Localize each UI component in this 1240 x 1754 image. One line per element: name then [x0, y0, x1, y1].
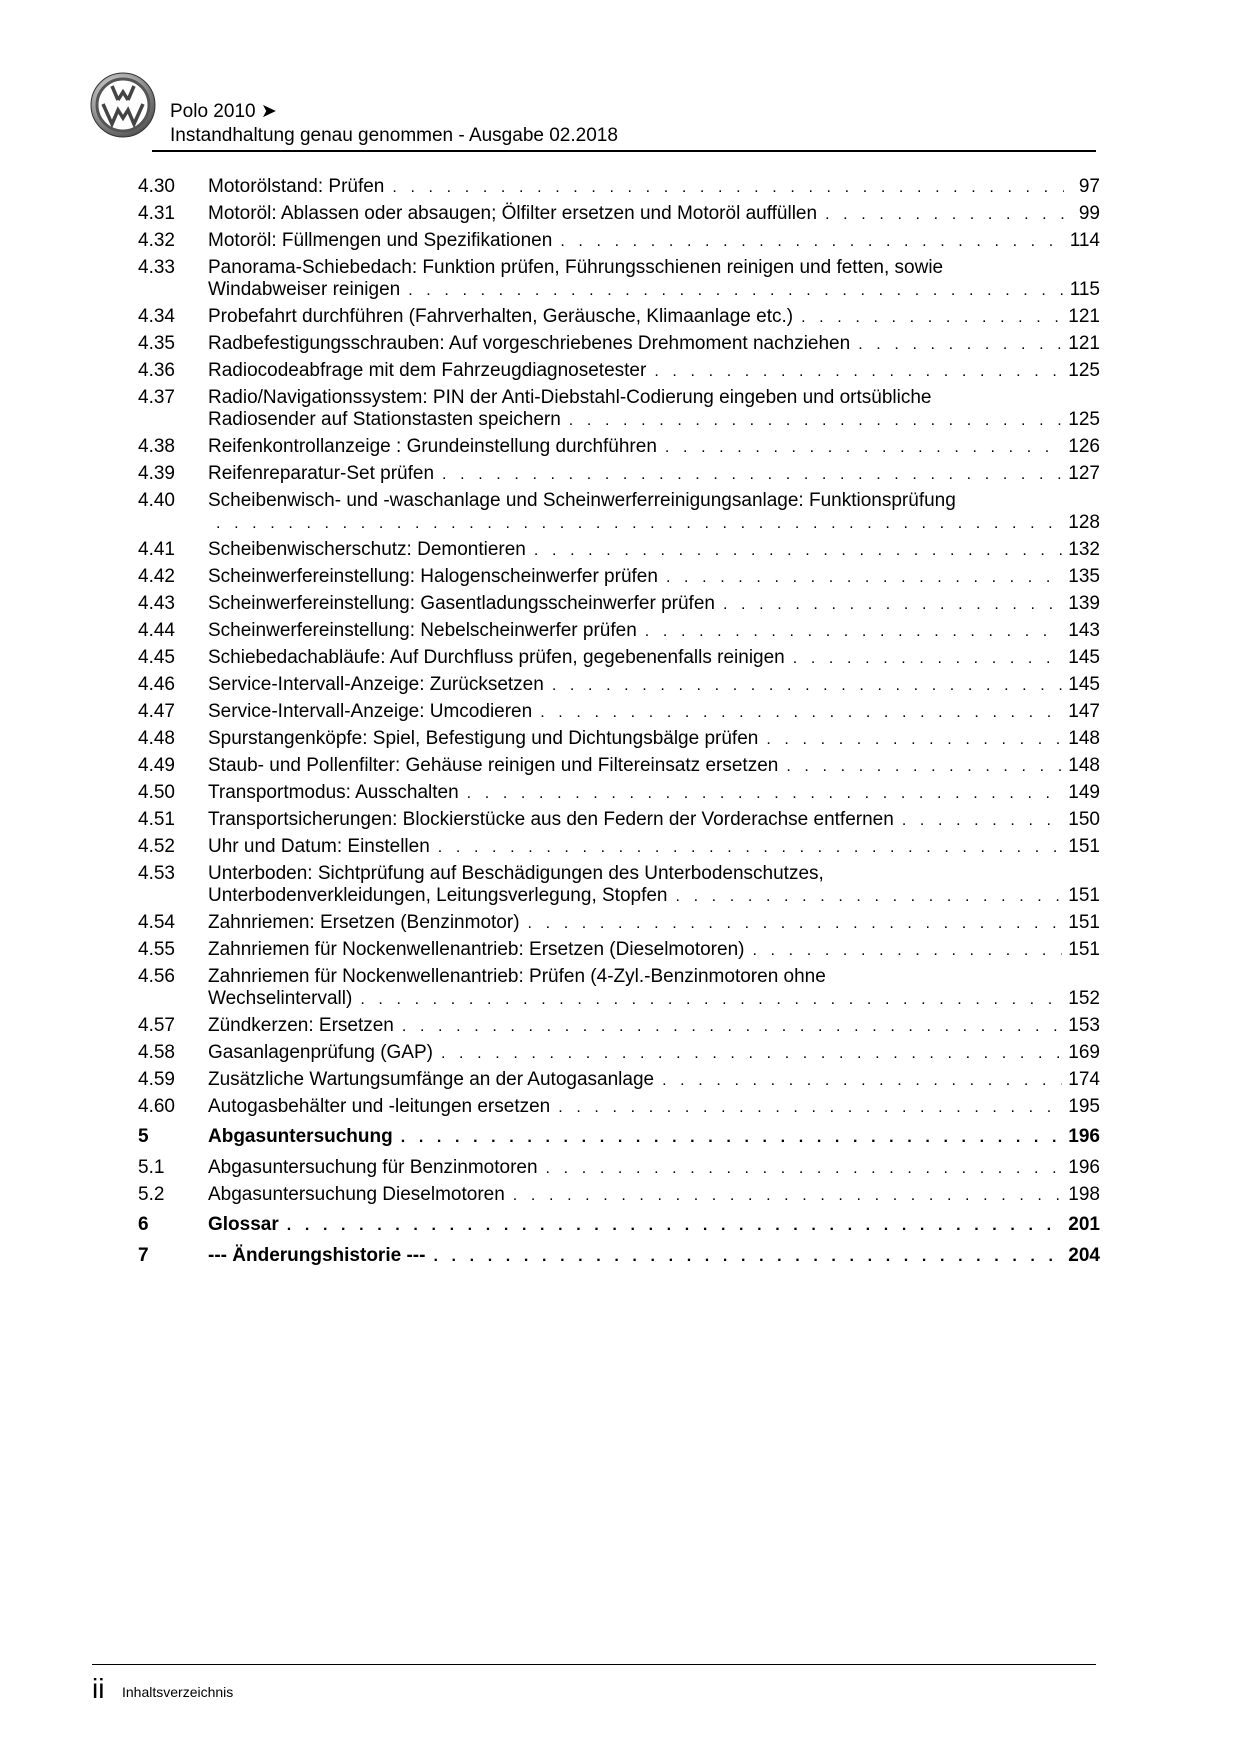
toc-number: 4.49	[138, 755, 175, 776]
toc-number: 4.38	[138, 436, 175, 457]
toc-entry[interactable]	[138, 360, 1100, 383]
toc-title: Motorölstand: Prüfen	[208, 176, 385, 197]
toc-page-number: 151	[1068, 885, 1100, 906]
toc-title: Spurstangenköpfe: Spiel, Befestigung und Dichtungsbälge prüfen	[208, 728, 759, 749]
table-of-contents	[138, 176, 1100, 1276]
toc-page-number: 151	[1068, 836, 1100, 857]
toc-entry[interactable]	[138, 490, 1100, 535]
toc-number: 4.40	[138, 490, 175, 511]
toc-entry[interactable]	[138, 1069, 1100, 1092]
toc-number: 4.42	[138, 566, 175, 587]
toc-title: Abgasuntersuchung	[208, 1126, 393, 1147]
toc-number: 4.57	[138, 1015, 175, 1036]
toc-chapter-entry[interactable]	[138, 1214, 1100, 1237]
toc-page-number: 121	[1068, 333, 1100, 354]
toc-title: Service-Intervall-Anzeige: Zurücksetzen	[208, 674, 544, 695]
toc-number: 4.58	[138, 1042, 175, 1063]
toc-title: Panorama-Schiebedach: Funktion prüfen, Führungsschienen reinigen und fetten, sowie	[208, 257, 944, 278]
toc-page-number: 132	[1068, 539, 1100, 560]
dot-leader	[441, 1043, 1062, 1065]
toc-title: --- Änderungshistorie ---	[208, 1245, 426, 1266]
dot-leader	[793, 648, 1063, 670]
toc-title: Schiebedachabläufe: Auf Durchfluss prüfen, gegebenenfalls reinigen	[208, 647, 785, 668]
toc-title: Scheinwerfereinstellung: Gasentladungsscheinwerfer prüfen	[208, 593, 715, 614]
toc-number: 4.51	[138, 809, 175, 830]
toc-number: 5.1	[138, 1157, 165, 1178]
dot-leader	[287, 1215, 1063, 1237]
dot-leader	[408, 280, 1063, 302]
toc-page-number: 145	[1068, 647, 1100, 668]
toc-page-number: 139	[1068, 593, 1100, 614]
toc-entry[interactable]	[138, 809, 1100, 832]
toc-number: 6	[138, 1214, 149, 1235]
toc-title: Windabweiser reinigen	[208, 279, 401, 300]
toc-entry[interactable]	[138, 566, 1100, 589]
dot-leader	[560, 231, 1063, 253]
toc-chapter-entry[interactable]	[138, 1126, 1100, 1149]
toc-entry[interactable]	[138, 863, 1100, 908]
header-divider	[152, 150, 1096, 152]
toc-entry[interactable]	[138, 755, 1100, 778]
toc-entry[interactable]	[138, 912, 1100, 935]
volkswagen-logo	[90, 72, 156, 138]
dot-leader	[665, 437, 1062, 459]
toc-entry[interactable]	[138, 728, 1100, 751]
toc-title: Wechselintervall)	[208, 988, 353, 1009]
toc-page-number: 196	[1068, 1157, 1100, 1178]
toc-page-number: 148	[1068, 728, 1100, 749]
toc-number: 4.55	[138, 939, 175, 960]
dot-leader	[433, 1246, 1062, 1268]
toc-title: Zusätzliche Wartungsumfänge an der Autogasanlage	[208, 1069, 655, 1090]
page-number: ii	[92, 1673, 105, 1704]
toc-entry[interactable]	[138, 647, 1100, 670]
dot-leader	[552, 675, 1062, 697]
toc-number: 4.46	[138, 674, 175, 695]
toc-entry[interactable]	[138, 203, 1100, 226]
toc-entry[interactable]	[138, 701, 1100, 724]
toc-number: 4.31	[138, 203, 175, 224]
toc-number: 4.56	[138, 966, 175, 987]
toc-title: Transportsicherungen: Blockierstücke aus den Federn der Vorderachse entfernen	[208, 809, 894, 830]
dot-leader	[442, 464, 1062, 486]
dot-leader	[825, 204, 1064, 226]
toc-title: Reifenreparatur-Set prüfen	[208, 463, 435, 484]
toc-title: Service-Intervall-Anzeige: Umcodieren	[208, 701, 533, 722]
toc-number: 4.44	[138, 620, 175, 641]
toc-entry[interactable]	[138, 436, 1100, 459]
footer-divider	[92, 1664, 1096, 1665]
toc-page-number: 135	[1068, 566, 1100, 587]
toc-entry[interactable]	[138, 836, 1100, 859]
toc-number: 4.41	[138, 539, 175, 560]
toc-page-number: 150	[1068, 809, 1100, 830]
dot-leader	[546, 1158, 1063, 1180]
toc-title: Autogasbehälter und -leitungen ersetzen	[208, 1096, 551, 1117]
dot-leader	[540, 702, 1062, 724]
toc-title: Zahnriemen: Ersetzen (Benzinmotor)	[208, 912, 520, 933]
toc-number: 4.36	[138, 360, 175, 381]
toc-title: Abgasuntersuchung für Benzinmotoren	[208, 1157, 538, 1178]
toc-page-number: 169	[1068, 1042, 1100, 1063]
dot-leader	[654, 361, 1062, 383]
toc-page-number: 201	[1068, 1214, 1100, 1235]
dot-leader	[902, 810, 1062, 832]
toc-page-number: 125	[1068, 360, 1100, 381]
toc-title: Probefahrt durchführen (Fahrverhalten, Geräusche, Klimaanlage etc.)	[208, 306, 794, 327]
toc-title: Unterbodenverkleidungen, Leitungsverlegung, Stopfen	[208, 885, 668, 906]
dot-leader	[528, 913, 1063, 935]
toc-entry[interactable]	[138, 230, 1100, 253]
toc-number: 7	[138, 1245, 149, 1266]
toc-page-number: 114	[1069, 230, 1100, 251]
toc-page-number: 121	[1068, 306, 1100, 327]
dot-leader	[558, 1097, 1062, 1119]
toc-title: Staub- und Pollenfilter: Gehäuse reinigen und Filtereinsatz ersetzen	[208, 755, 779, 776]
dot-leader	[801, 307, 1062, 329]
toc-number: 4.39	[138, 463, 175, 484]
toc-number: 4.53	[138, 863, 175, 884]
toc-title: Scheinwerfereinstellung: Halogenscheinwerfer prüfen	[208, 566, 658, 587]
dot-leader	[666, 567, 1062, 589]
toc-number: 4.33	[138, 257, 175, 278]
toc-title: Motoröl: Ablassen oder absaugen; Ölfilter ersetzen und Motoröl auffüllen	[208, 203, 818, 224]
dot-leader	[723, 594, 1062, 616]
toc-page-number: 125	[1068, 409, 1100, 430]
dot-leader	[534, 540, 1062, 562]
toc-page-number: 148	[1068, 755, 1100, 776]
dot-leader	[401, 1127, 1063, 1149]
toc-page-number: 97	[1078, 176, 1100, 197]
dot-leader	[766, 729, 1062, 751]
toc-page-number: 143	[1068, 620, 1100, 641]
toc-title: Zahnriemen für Nockenwellenantrieb: Prüfen (4-Zyl.-Benzinmotoren ohne	[208, 966, 826, 987]
dot-leader	[438, 837, 1063, 859]
toc-entry[interactable]	[138, 176, 1100, 199]
toc-page-number: 151	[1068, 912, 1100, 933]
toc-entry[interactable]	[138, 674, 1100, 697]
toc-entry[interactable]	[138, 939, 1100, 962]
document-title: Polo 2010 ➤	[170, 101, 277, 122]
toc-number: 5.2	[138, 1184, 165, 1205]
toc-page-number: 151	[1068, 939, 1100, 960]
section-label: Inhaltsverzeichnis	[122, 1684, 234, 1700]
toc-number: 4.30	[138, 176, 175, 197]
toc-title: Scheinwerfereinstellung: Nebelscheinwerfer prüfen	[208, 620, 637, 641]
toc-page-number: 153	[1068, 1015, 1100, 1036]
toc-title: Glossar	[208, 1214, 279, 1235]
toc-number: 4.60	[138, 1096, 175, 1117]
toc-title: Unterboden: Sichtprüfung auf Beschädigungen des Unterbodenschutzes,	[208, 863, 824, 884]
toc-number: 4.59	[138, 1069, 175, 1090]
toc-page-number: 99	[1078, 203, 1100, 224]
toc-entry[interactable]	[138, 593, 1100, 616]
dot-leader	[360, 989, 1062, 1011]
toc-entry[interactable]	[138, 1015, 1100, 1038]
toc-title: Scheibenwischerschutz: Demontieren	[208, 539, 526, 560]
dot-leader	[858, 334, 1062, 356]
toc-page-number: 147	[1068, 701, 1100, 722]
toc-chapter-entry[interactable]	[138, 1245, 1100, 1268]
toc-entry[interactable]	[138, 463, 1100, 486]
toc-page-number: 126	[1068, 436, 1100, 457]
toc-entry[interactable]	[138, 1042, 1100, 1065]
toc-entry[interactable]	[138, 306, 1100, 329]
toc-number: 4.48	[138, 728, 175, 749]
toc-page-number: 128	[1068, 512, 1100, 533]
toc-title: Gasanlagenprüfung (GAP)	[208, 1042, 433, 1063]
dot-leader	[662, 1070, 1062, 1092]
dot-leader	[569, 410, 1063, 432]
toc-number: 4.50	[138, 782, 175, 803]
toc-title: Motoröl: Füllmengen und Spezifikationen	[208, 230, 553, 251]
toc-number: 4.43	[138, 593, 175, 614]
toc-title: Transportmodus: Ausschalten	[208, 782, 459, 803]
toc-number: 4.45	[138, 647, 175, 668]
toc-title: Abgasuntersuchung Dieselmotoren	[208, 1184, 505, 1205]
toc-number: 5	[138, 1126, 149, 1147]
dot-leader	[216, 513, 1062, 535]
toc-page-number: 196	[1068, 1126, 1100, 1147]
toc-entry[interactable]	[138, 539, 1100, 562]
toc-page-number: 127	[1068, 463, 1100, 484]
toc-entry[interactable]	[138, 782, 1100, 805]
toc-page-number: 115	[1069, 279, 1100, 300]
dot-leader	[402, 1016, 1062, 1038]
toc-entry[interactable]	[138, 333, 1100, 356]
toc-title: Zahnriemen für Nockenwellenantrieb: Ersetzen (Dieselmotoren)	[208, 939, 745, 960]
dot-leader	[392, 177, 1064, 199]
toc-entry[interactable]	[138, 966, 1100, 1011]
toc-entry[interactable]	[138, 1157, 1100, 1180]
toc-entry[interactable]	[138, 257, 1100, 302]
toc-title: Scheibenwisch- und -waschanlage und Scheinwerferreinigungsanlage: Funktionsprüfung	[208, 490, 956, 511]
toc-entry[interactable]	[138, 1096, 1100, 1119]
dot-leader	[467, 783, 1063, 805]
dot-leader	[786, 756, 1062, 778]
dot-leader	[645, 621, 1063, 643]
toc-page-number: 195	[1068, 1096, 1100, 1117]
toc-number: 4.52	[138, 836, 175, 857]
toc-title: Radiosender auf Stationstasten speichern	[208, 409, 561, 430]
toc-page-number: 198	[1068, 1184, 1100, 1205]
toc-title: Reifenkontrollanzeige : Grundeinstellung durchführen	[208, 436, 657, 457]
document-subtitle: Instandhaltung genau genommen - Ausgabe 02.2018	[170, 125, 618, 146]
toc-page-number: 149	[1068, 782, 1100, 803]
toc-title: Zündkerzen: Ersetzen	[208, 1015, 394, 1036]
toc-title: Radio/Navigationssystem: PIN der Anti-Diebstahl-Codierung eingeben und ortsübliche	[208, 387, 932, 408]
dot-leader	[676, 886, 1063, 908]
toc-number: 4.34	[138, 306, 175, 327]
toc-entry[interactable]	[138, 387, 1100, 432]
toc-title: Radiocodeabfrage mit dem Fahrzeugdiagnosetester	[208, 360, 647, 381]
toc-number: 4.54	[138, 912, 175, 933]
toc-entry[interactable]	[138, 1184, 1100, 1207]
toc-title: Uhr und Datum: Einstellen	[208, 836, 430, 857]
dot-leader	[513, 1185, 1063, 1207]
toc-number: 4.37	[138, 387, 175, 408]
dot-leader	[752, 940, 1062, 962]
toc-title: Radbefestigungsschrauben: Auf vorgeschriebenes Drehmoment nachziehen	[208, 333, 851, 354]
toc-page-number: 145	[1068, 674, 1100, 695]
toc-number: 4.35	[138, 333, 175, 354]
toc-entry[interactable]	[138, 620, 1100, 643]
toc-number: 4.47	[138, 701, 175, 722]
toc-page-number: 204	[1068, 1245, 1100, 1266]
toc-number: 4.32	[138, 230, 175, 251]
toc-page-number: 152	[1068, 988, 1100, 1009]
toc-page-number: 174	[1068, 1069, 1100, 1090]
